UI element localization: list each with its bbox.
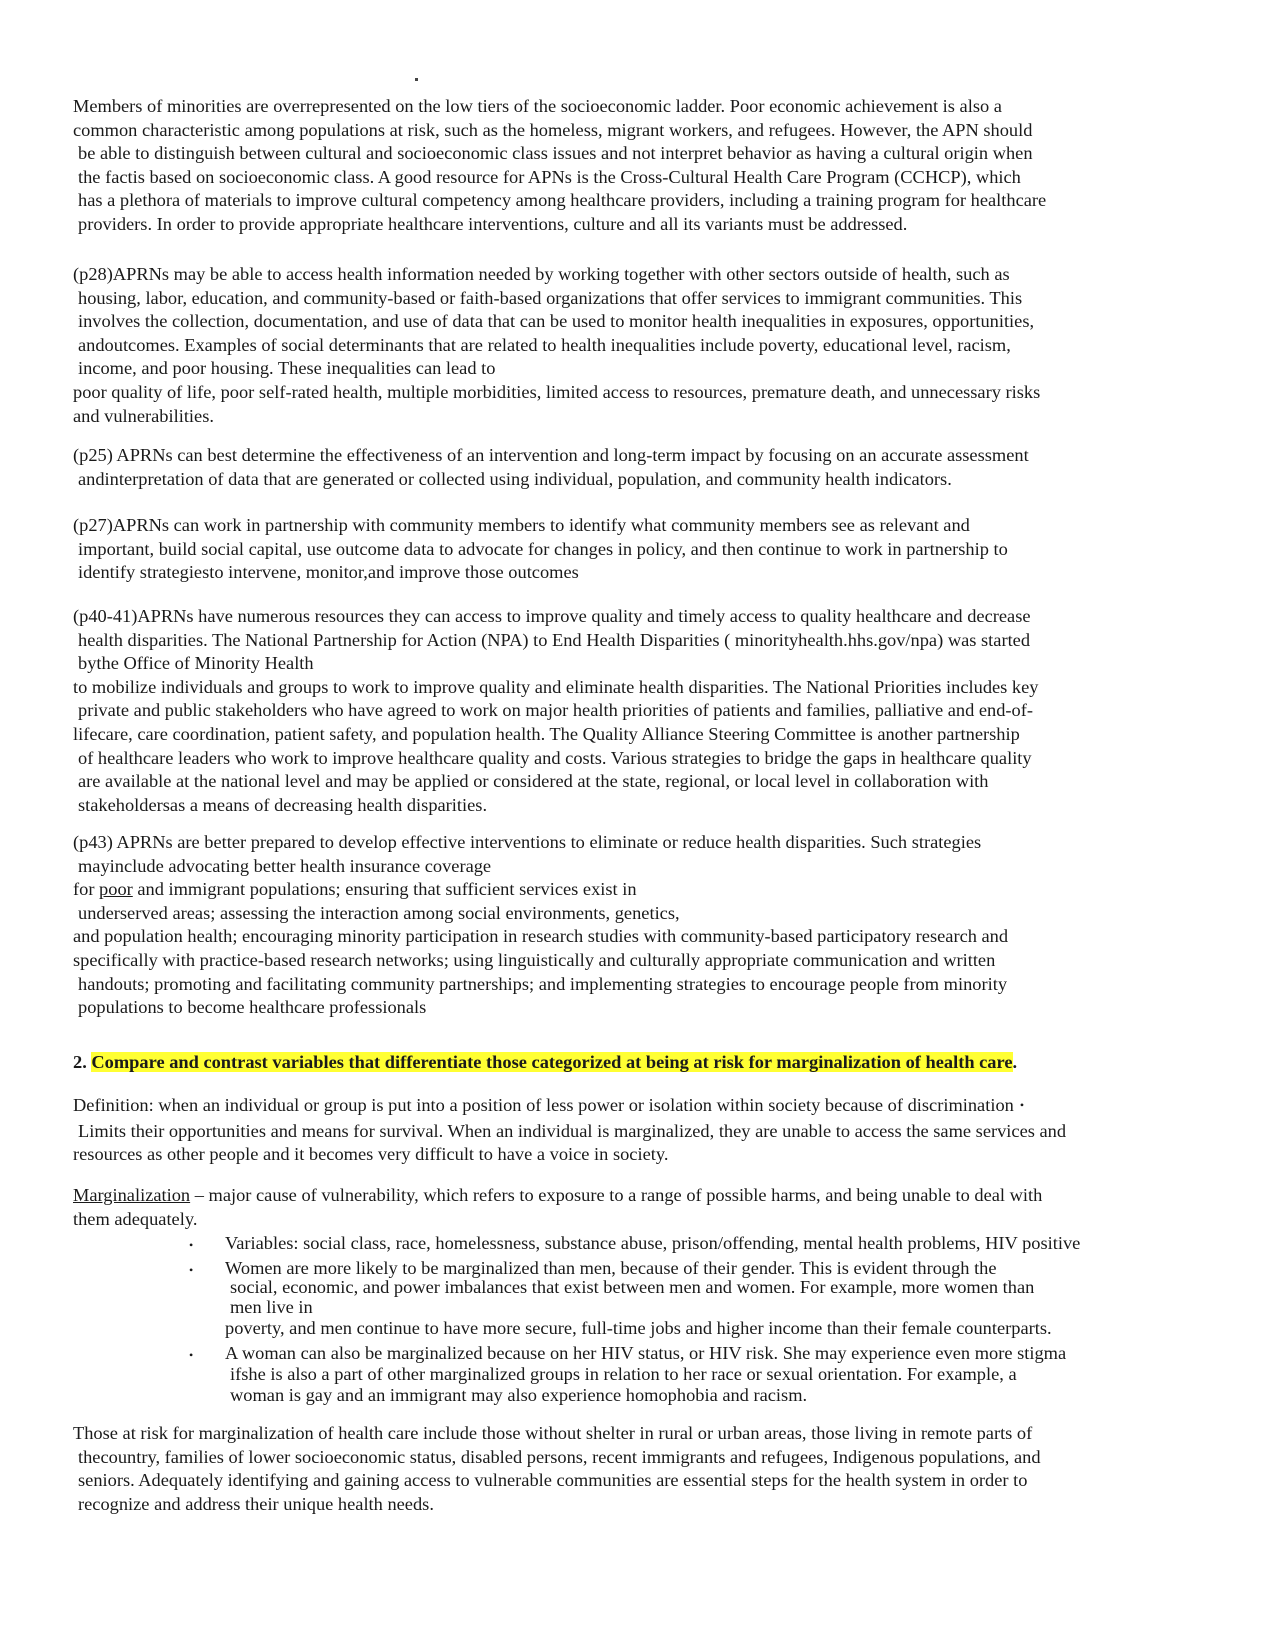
- question-heading: 2. Compare and contrast variables that differentiate those categorized at being at risk for marginalization of health care.: [73, 1052, 1018, 1072]
- bullet-icon: •: [189, 1238, 194, 1252]
- question-number: 2.: [73, 1052, 92, 1072]
- marginalization-paragraph: Marginalization – major cause of vulnerability, which refers to exposure to a range of possible harms, and being unable to deal with them adequately.: [73, 1185, 1043, 1229]
- paragraph-culture-socioeconomic: Members of minorities are overrepresented on the low tiers of the socioeconomic ladder. Poor economic achievement is also a common characteristic among populations at risk, such as the homeless, migrant workers, and refugees. However, the APN should be able to distinguish between cultural and socioeconomic class issues and not interpret behavior as having a cultural origin when the factis based on socioeconomic class. A good resource for APNs is the Cross-Cultural Health Care Program (CCHCP), which has a plethora of materials to improve cultural competency among healthcare providers, including a training program for healthcare providers. In order to provide appropriate healthcare interventions, culture and all its variants must be addressed.: [73, 96, 1047, 234]
- paragraph-p28: (p28)APRNs may be able to access health information needed by working together with other sectors outside of health, such as housing, labor, education, and community-based or faith-based organizations that offer services to immigrant communities. This involves the collection, documentation, and use of data that can be used to monitor health inequalities in exposures, opportunities, andoutcomes. Examples of social determinants that are related to health inequalities include poverty, educational level, racism, income, and poor housing. These inequalities can lead to poor quality of life, poor self-rated health, multiple morbidities, limited access to resources, premature death, and unnecessary risks and vulnerabilities.: [73, 264, 1041, 426]
- bullet-item: • Women are more likely to be marginalized than men, because of their gender. This is evident through the social, economic, and power imbalances that exist between men and women. For example, more women than men live in poverty, and men continue to have more secure, full-time jobs and higher income than their female counterparts.: [189, 1257, 1052, 1339]
- underlined-word: poor: [99, 879, 133, 900]
- bullet-item: • A woman can also be marginalized because on her HIV status, or HIV risk. She may experience even more stigma ifshe is also a part of other marginalized groups in relation to her race or sexual orientation. For example, a woman is gay and an immigrant may also experience homophobia and racism.: [189, 1342, 1067, 1405]
- bullet-icon: •: [189, 1347, 194, 1362]
- paragraph-at-risk: Those at risk for marginalization of health care include those without shelter in rural or urban areas, those living in remote parts of thecountry, families of lower socioeconomic status, disabled persons, recent immigrants and refugees, Indigenous populations, and seniors. Adequately identifying and gaining access to vulnerable communities are essential steps for the health system in order to recognize and address their unique health needs.: [73, 1423, 1041, 1514]
- paragraph-p27: (p27)APRNs can work in partnership with community members to identify what community members see as relevant and important, build social capital, use outcome data to advocate for changes in policy, and then continue to work in partnership to identify strategiesto intervene, monitor,and improve those outcomes: [73, 515, 1008, 583]
- definition-paragraph: Definition: when an individual or group is put into a position of less power or isolation within society because of discrimination • Limits their opportunities and means for survival. When an individual is marginalized, they are unable to access the same services and resources as other people and it becomes very difficult to have a voice in society.: [73, 1095, 1067, 1165]
- paragraph-p25: (p25) APRNs can best determine the effectiveness of an intervention and long-term impact by focusing on an accurate assessment andinterpretation of data that are generated or collected using individual, population, and community health indicators.: [73, 445, 1029, 489]
- bullet-mark: •: [1019, 1098, 1025, 1112]
- bullet-item: • Variables: social class, race, homelessness, substance abuse, prison/offending, mental health problems, HIV positive: [73, 1232, 1213, 1256]
- highlighted-question: Compare and contrast variables that differentiate those categorized at being at risk for marginalization of health care: [91, 1052, 1013, 1072]
- stray-mark: [415, 78, 418, 81]
- paragraph-p43: (p43) APRNs are better prepared to develop effective interventions to eliminate or reduce health disparities. Such strategies mayinclude advocating better health insurance coverage for poor and immigrant populations; ensuring that sufficient services exist in underserved areas; assessing the interaction among social environments, genetics, and population health; encouraging minority participation in research studies with community-based participatory research and specifically with practice-based research networks; using linguistically and culturally appropriate communication and written handouts; promoting and facilitating community partnerships; and implementing strategies to encourage people from minority populations to become healthcare professionals: [73, 832, 1009, 1018]
- bullet-list: [73, 1232, 1213, 1406]
- paragraph-p40-41: (p40-41)APRNs have numerous resources they can access to improve quality and timely access to quality healthcare and decrease health disparities. The National Partnership for Action (NPA) to End Health Disparities ( minorityhealth.hhs.gov/npa) was started bythe Office of Minority Health to mobilize individuals and groups to work to improve quality and eliminate health disparities. The National Priorities includes key private and public stakeholders who have agreed to work on major health priorities of patients and families, palliative and end-of- lifecare, care coordination, patient safety, and population health. The Quality Alliance Steering Committee is another partnership of healthcare leaders who work to improve healthcare quality and costs. Various strategies to bridge the gaps in healthcare quality are available at the national level and may be applied or considered at the state, regional, or local level in collaboration with stakeholdersas a means of decreasing health disparities.: [73, 606, 1039, 815]
- bullet-icon: •: [189, 1262, 194, 1277]
- marginalization-term: Marginalization: [73, 1185, 191, 1205]
